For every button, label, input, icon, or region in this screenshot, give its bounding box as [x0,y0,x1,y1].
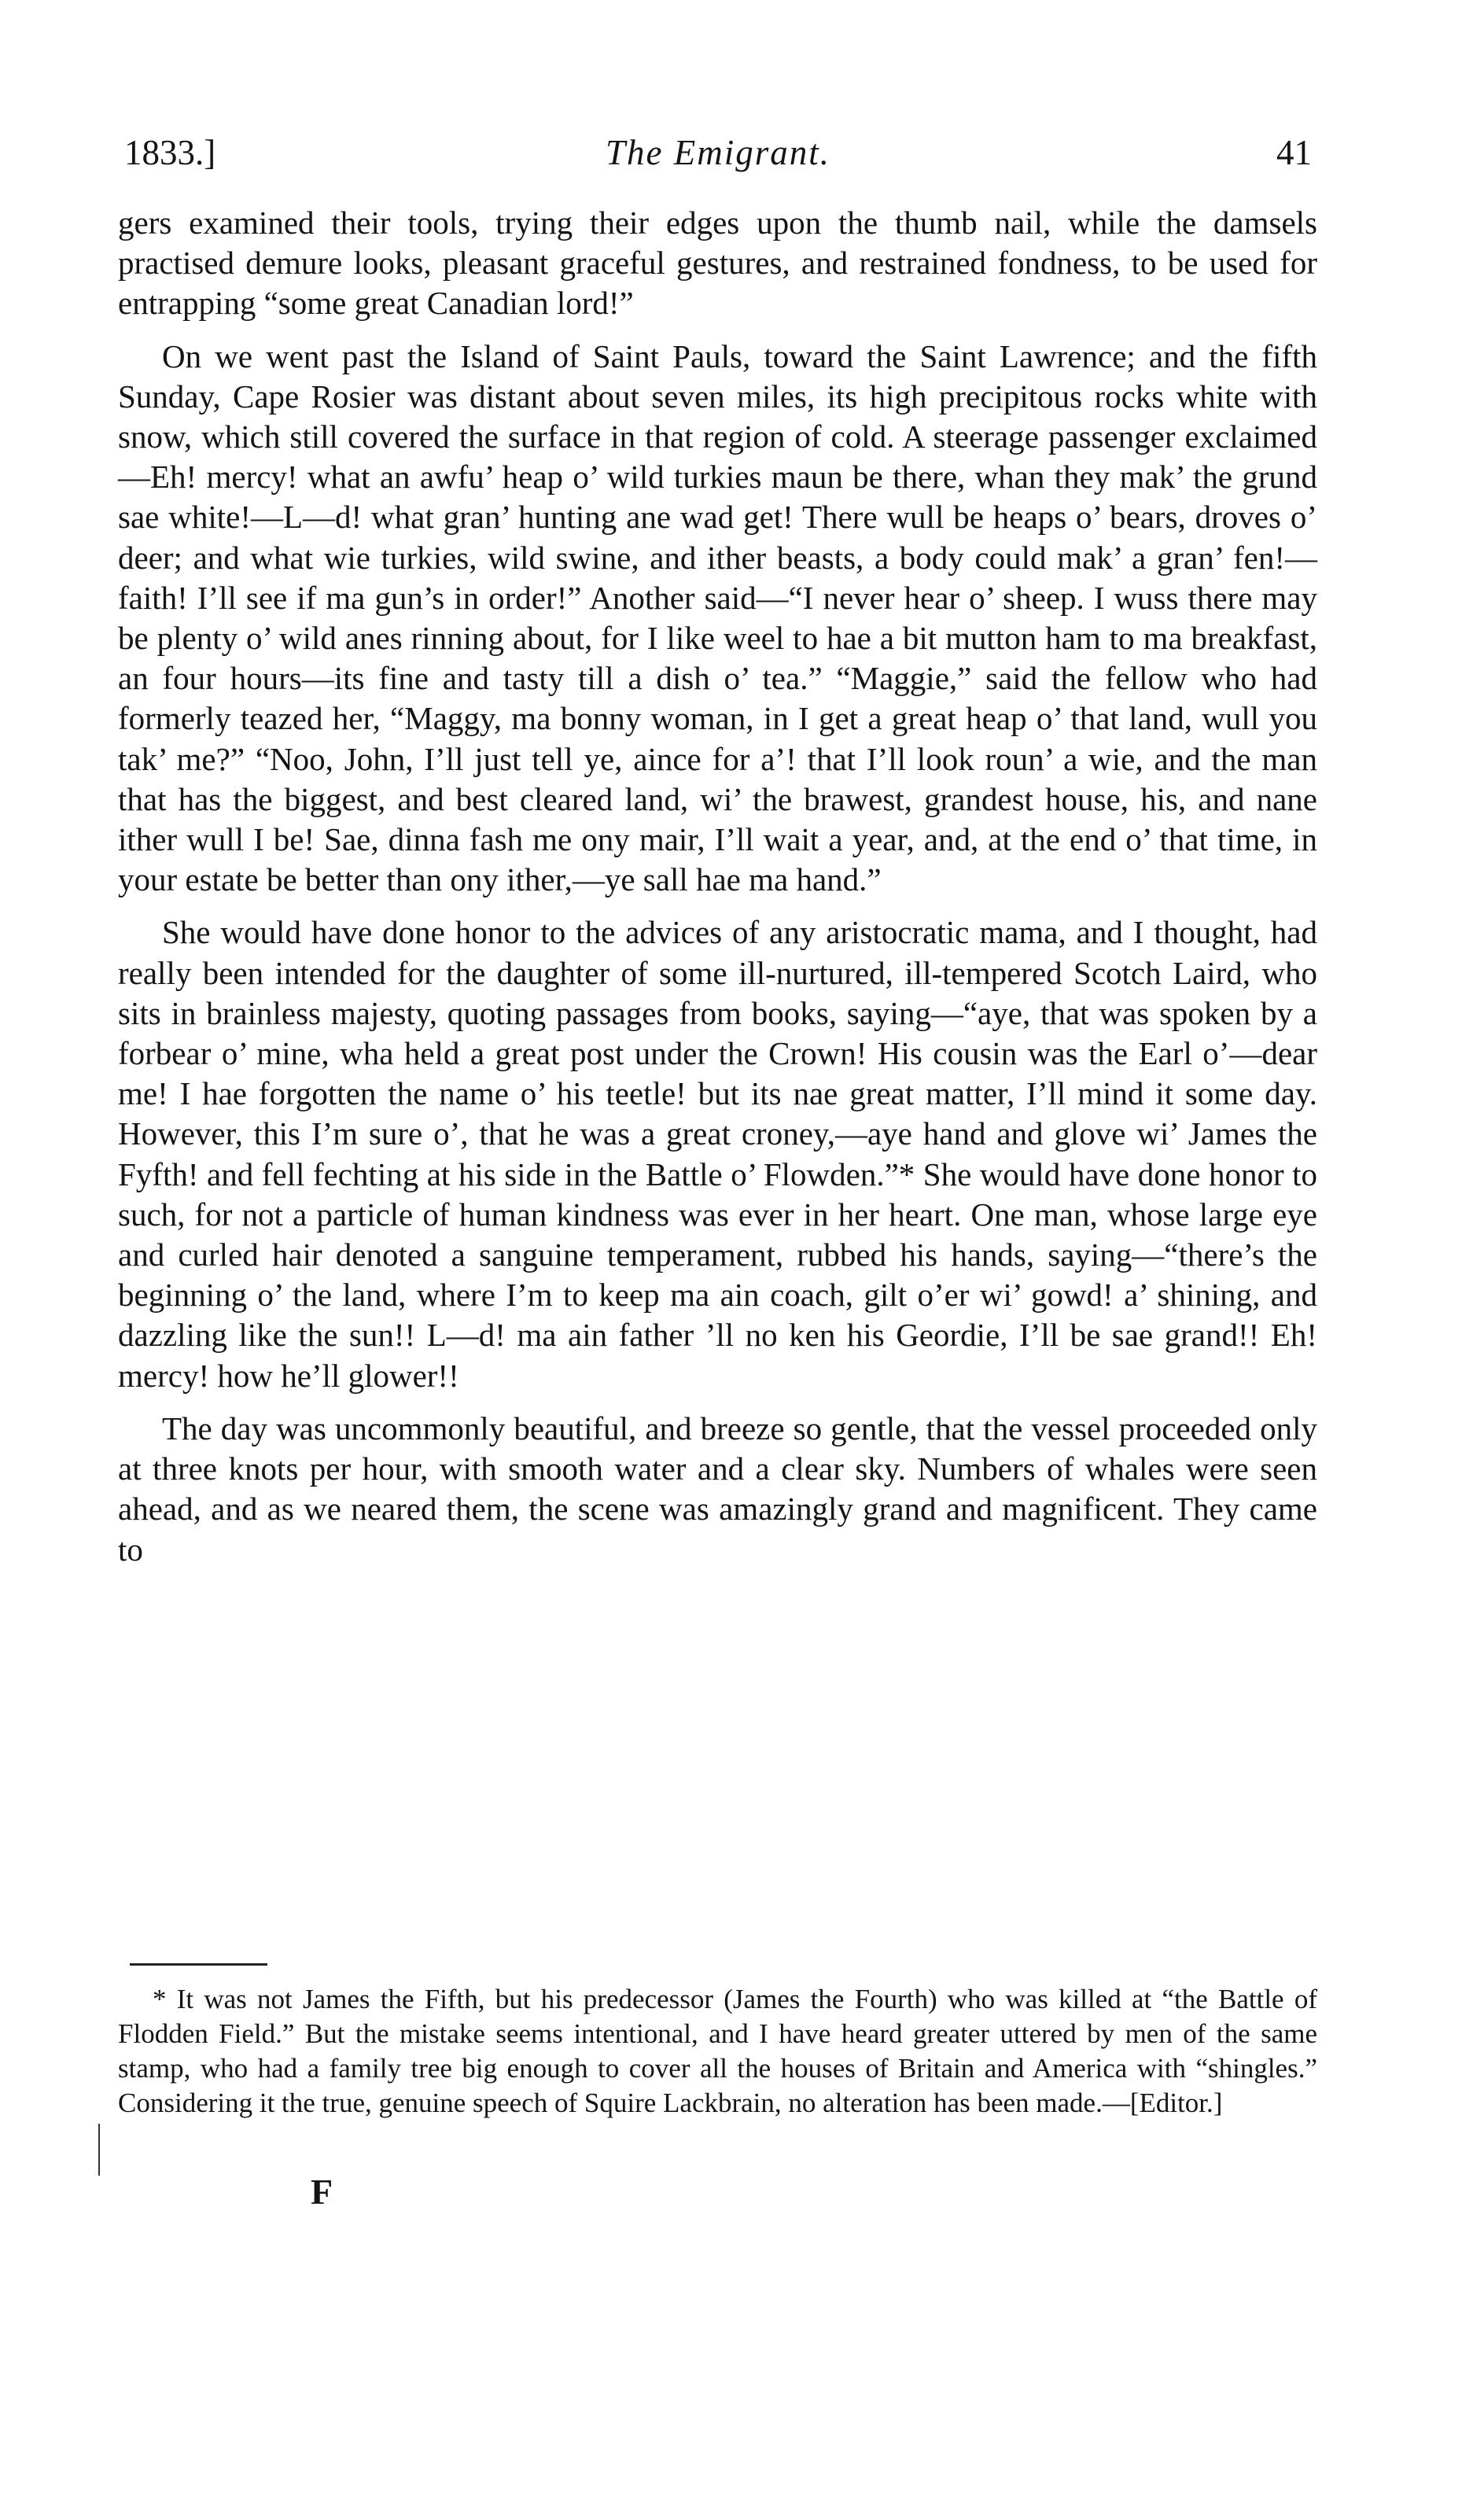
footnote: * It was not James the Fifth, but his predecessor (James the Fourth) who was killed at “the Battle of Flodden Field.” But the mistake seems intentional, and I have heard greater uttered by men of the same stamp, who had a family tree big enough to cover all the houses of Britain and America with “shingles.” Considering it the true, genuine speech of Squire Lackbrain, no alteration has been made.—[Editor.] [118,1984,1317,2118]
running-head [124,132,1312,187]
paragraph-whales: The day was uncommonly beautiful, and breeze so gentle, that the vessel proceeded only at three knots per hour, with smooth water and a clear sky. Numbers of whales were seen ahead, and as we neared them, the scene was amazingly grand and magnificent. They came to [118,1410,1317,1568]
paragraph-continued: gers examined their tools, trying their edges upon the thumb nail, while the damsels practised demure looks, pleasant graceful gestures, and restrained fondness, to be used for entrapping “some great Canadian lord!” [118,205,1317,322]
footnote-rule [130,1963,267,1966]
signature-mark: F [311,2172,333,2212]
running-head-title: The Emigrant. [605,133,830,172]
margin-mark [98,2124,100,2176]
body-text [118,203,1317,1583]
page-number: 41 [1276,133,1312,172]
running-head-year: 1833.] [124,133,216,172]
paragraph-aristocratic-mama: She would have done honor to the advices of any aristocratic mama, and I thought, had really been intended for the daughter of some ill-nurtured, ill-tempered Scotch Laird, who sits in brainless majesty, quoting passages from books, saying—“aye, that was spoken by a forbear o’ mine, wha held a great post under the Crown! His cousin was the Earl o’—dear me! I hae forgotten the name o’ his teetle! but its nae great matter, I’ll mind it some day. However, this I’m sure o’, that he was a great croney,—aye hand and glove wi’ James the Fyfth! and fell fechting at his side in the Battle o’ Flowden.”* She would have done honor to such, for not a particle of human kindness was ever in her heart. One man, whose large eye and curled hair denoted a sanguine temperament, rubbed his hands, saying—“there’s the beginning o’ the land, where I’m to keep ma ain coach, gilt o’er wi’ gowd! a’ shining, and dazzling like the sun!! L—d! ma ain father ’ll no ken his Geordie, I’ll be sae grand!! Eh! mercy! how he’ll glower!! [118,914,1317,1394]
paragraph-cape-rosier: On we went past the Island of Saint Pauls, toward the Saint Lawrence; and the fifth Sunday, Cape Rosier was distant about seven miles, its high precipitous rocks white with snow, which still covered the surface in that region of cold. A steerage passenger exclaimed—Eh! mercy! what an awfu’ heap o’ wild turkies maun be there, whan they mak’ the grund sae white!—L—d! what gran’ hunting ane wad get! There wull be heaps o’ bears, droves o’ deer; and what wie turkies, wild swine, and ither beasts, a body could mak’ a gran’ fen!—faith! I’ll see if ma gun’s in order!” Another said—“I never hear o’ sheep. I wuss there may be plenty o’ wild anes rinning about, for I like weel to hae a bit mutton ham to ma breakfast, an four hours—its fine and tasty till a dish o’ tea.” “Maggie,” said the fellow who had formerly teazed her, “Maggy, ma bonny woman, in I get a great heap o’ that land, wull you tak’ me?” “Noo, John, I’ll just tell ye, aince for a’! that I’ll look roun’ a wie, and the man that has the biggest, and best cleared land, wi’ the brawest, grandest house, his, and nane ither wull I be! Sae, dinna fash me ony mair, I’ll wait a year, and, at the end o’ that time, in your estate be better than ony ither,—ye sall hae ma hand.” [118,337,1317,898]
